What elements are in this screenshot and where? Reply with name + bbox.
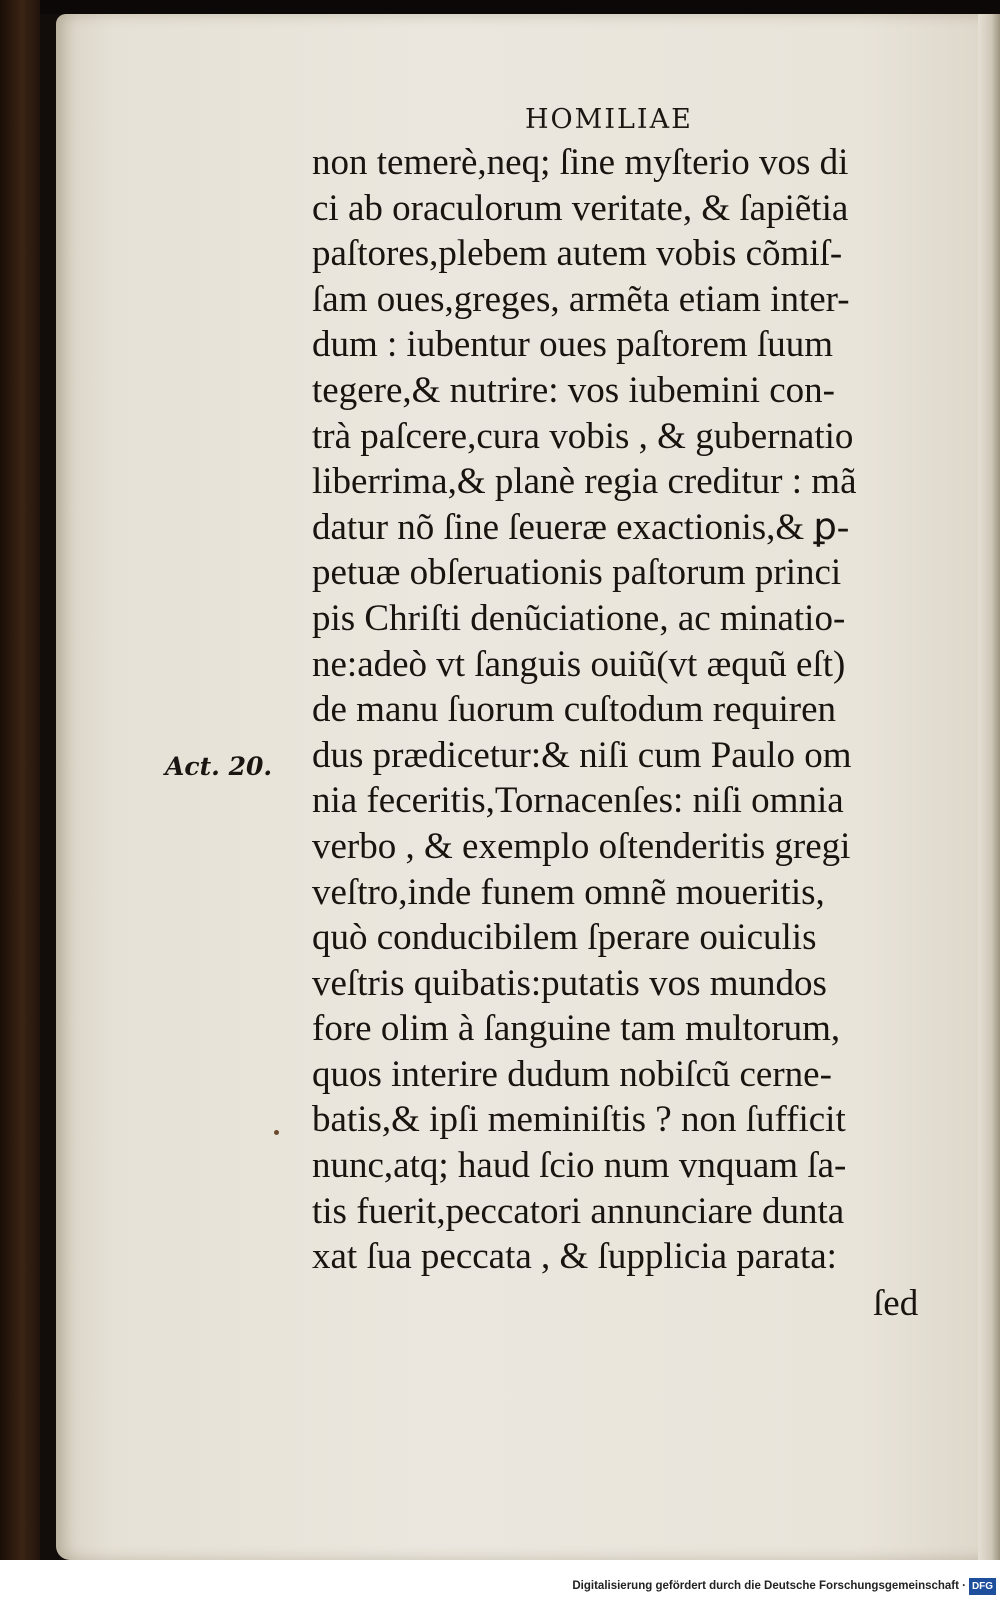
text-line: veſtro,inde funem omnẽ moueritis, [312, 871, 825, 913]
book-cover-top [0, 0, 1000, 14]
text-line: dum : iubentur oues paſtorem ſuum [312, 324, 833, 366]
text-line: tis fuerit,peccatori annunciare dunta [312, 1190, 845, 1232]
text-line: quos interire dudum nobiſcũ cerne- [312, 1053, 832, 1095]
text-line: dus prædicetur:& niſi cum Paulo om [312, 734, 852, 776]
text-line: pis Chriſti denũciatione, ac minatio- [312, 597, 846, 639]
catchword: ſed [873, 1283, 919, 1324]
ink-speck [274, 1130, 279, 1135]
text-line: xat ſua peccata , & ſupplicia parata: [312, 1236, 837, 1278]
text-line: nunc,atq; haud ſcio num vnquam ſa- [312, 1145, 847, 1187]
book-cover-left [0, 0, 40, 1560]
text-line: nia feceritis,Tornacenſes: niſi omnia [312, 780, 844, 822]
marginal-note: Act. 20. [165, 752, 273, 781]
text-line: veſtris quibatis:putatis vos mundos [312, 962, 827, 1004]
text-line: trà paſcere,cura vobis , & gubernatio [312, 415, 854, 457]
running-head: HOMILIAE [525, 104, 693, 135]
dfg-logo: DFG [969, 1578, 996, 1595]
text-line: quò conducibilem ſperare ouiculis [312, 917, 817, 959]
text-line: non temerè,neq; ſine myſterio vos di [312, 142, 849, 183]
page-edge [978, 14, 1000, 1560]
text-line: verbo , & exemplo oſtenderitis gregi [312, 825, 851, 867]
text-line: tegere,& nutrire: vos iubemini con- [312, 369, 835, 411]
text-line: datur nõ ſine ſeueræ exactionis,& ꝑ- [312, 506, 850, 548]
text-line: fore olim à ſanguine tam multorum, [312, 1008, 841, 1050]
text-block [312, 140, 932, 1280]
text-line: batis,& ipſi meminiſtis ? non ſufficit [312, 1099, 846, 1141]
text-line: liberrima,& planè regia creditur : mã [312, 461, 857, 503]
text-line: de manu ſuorum cuſtodum requiren [312, 689, 837, 731]
text-line: ci ab oraculorum veritate, & ſapiẽtia [312, 187, 849, 229]
text-line: paſtores,plebem autem vobis cõmiſ- [312, 233, 843, 275]
footer-credit: Digitalisierung gefördert durch die Deutsche Forschungsgemeinschaft · [572, 1580, 966, 1592]
text-line: ſam oues,greges, armẽta etiam inter- [312, 278, 850, 320]
text-line: ne:adeò vt ſanguis ouiũ(vt æquũ eſt) [312, 643, 846, 685]
text-line: petuæ obſeruationis paſtorum princi [312, 552, 842, 594]
